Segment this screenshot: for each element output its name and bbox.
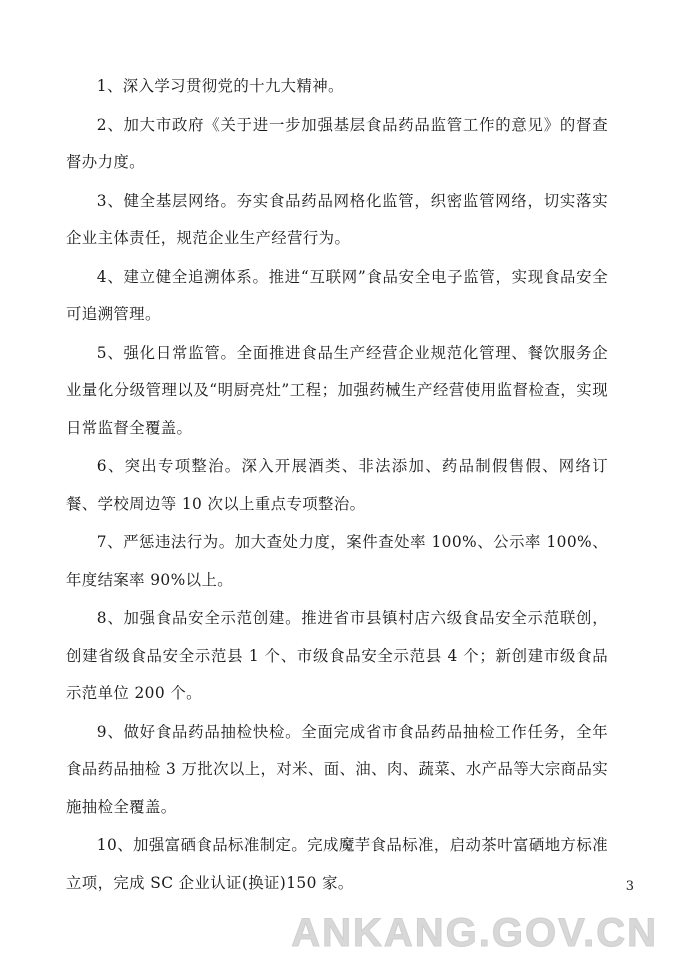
paragraph: 2、加大市政府《关于进一步加强基层食品药品监管工作的意见》的督查督办力度。 [66, 115, 608, 171]
page-number: 3 [625, 879, 634, 894]
paragraph: 10、加强富硒食品标准制定。完成魔芋食品标准，启动茶叶富硒地方标准立项，完成 SC 企业认证(换证)150 家。 [66, 836, 608, 892]
paragraph: 5、强化日常监管。全面推进食品生产经营企业规范化管理、餐饮服务企业量化分级管理以及“明厨亮灶”工程；加强药械生产经营使用监督检查，实现日常监督全覆盖。 [66, 343, 608, 437]
paragraph: 6、突出专项整治。深入开展酒类、非法添加、药品制假售假、网络订餐、学校周边等 10 次以上重点专项整治。 [66, 457, 608, 513]
watermark: ANKANG.GOV.CN [291, 911, 658, 955]
paragraph: 4、建立健全追溯体系。推进“互联网”食品安全电子监管，实现食品安全可追溯管理。 [66, 267, 608, 323]
paragraph: 7、严惩违法行为。加大查处力度，案件查处率 100%、公示率 100%、年度结案率 90%以上。 [66, 533, 608, 589]
paragraph: 1、深入学习贯彻党的十九大精神。 [96, 77, 344, 95]
paragraph: 9、做好食品药品抽检快检。全面完成省市食品药品抽检工作任务，全年食品药品抽检 3 万批次以上，对米、面、油、肉、蔬菜、水产品等大宗商品实施抽检全覆盖。 [66, 722, 608, 816]
paragraph: 8、加强食品安全示范创建。推进省市县镇村店六级食品安全示范联创，创建省级食品安全示范县 1 个、市级食品安全示范县 4 个；新创建市级食品示范单位 200 个。 [66, 609, 608, 702]
paragraph: 3、健全基层网络。夯实食品药品网格化监管，织密监管网络，切实落实企业主体责任，规范企业生产经营行为。 [66, 191, 608, 247]
document-body [66, 68, 608, 902]
